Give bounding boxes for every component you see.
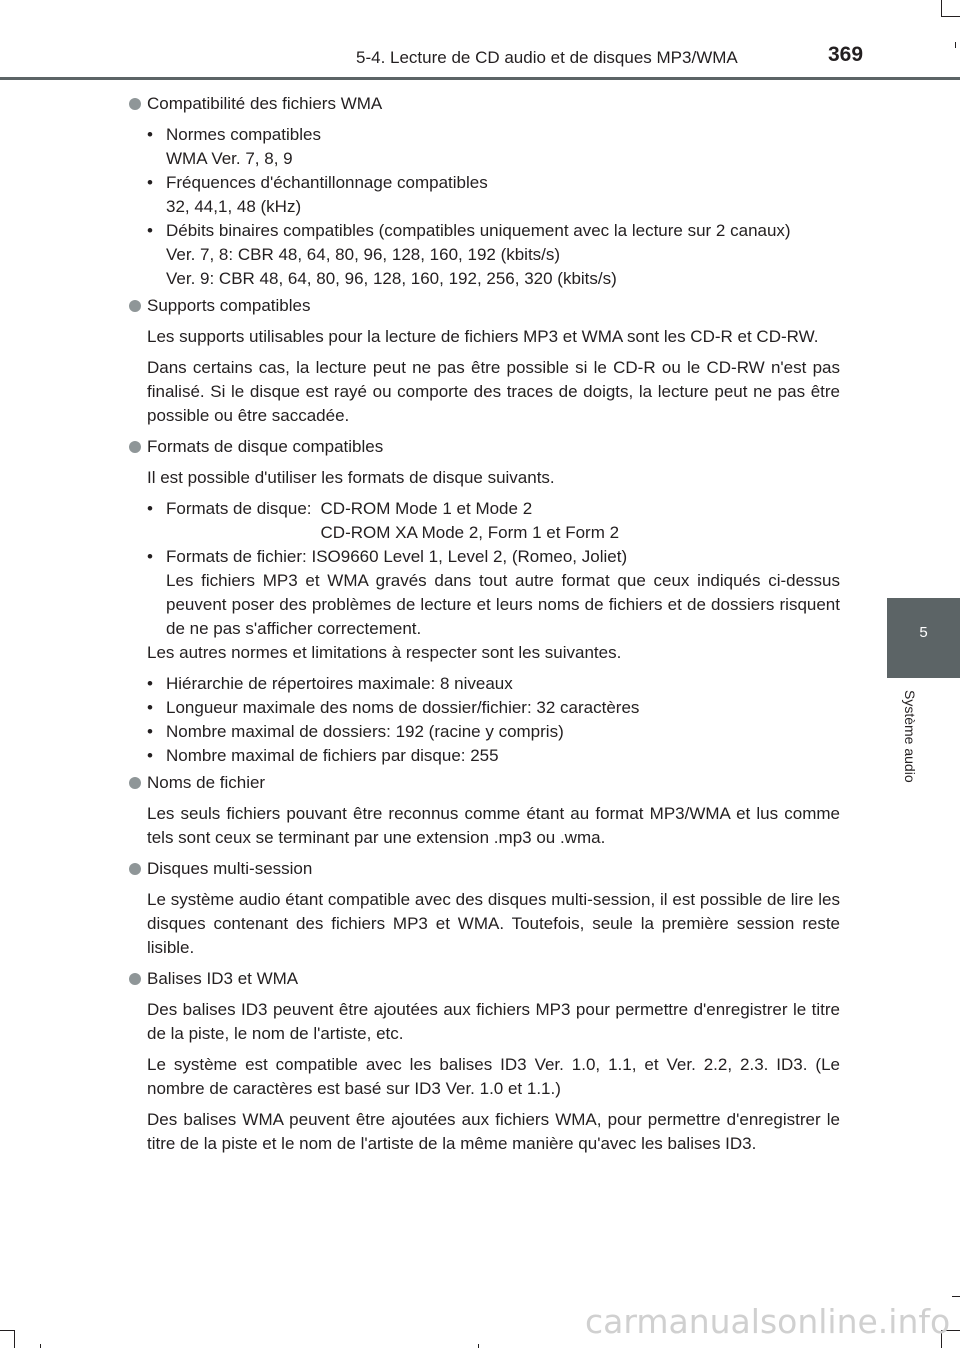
list-bullet-icon: • [147,547,153,566]
list-bullet-icon: • [147,125,153,144]
chapter-tab [887,598,960,678]
list-bullet-icon: • [147,221,153,240]
section-heading: Supports compatibles [128,294,840,318]
crop-mark-top-right-tick [955,42,956,48]
bullet-dot-icon [129,441,141,453]
header-rule [0,77,960,80]
paragraph: Des balises WMA peuvent être ajoutées aux fichiers WMA, pour permettre d'enregistrer le titre de la piste et le nom de l'artiste de la même manière qu'avec les balises ID3. [147,1110,840,1153]
watermark-text: carmanualsonline.info [585,1302,951,1341]
section-wma-compatibility [128,92,840,291]
crop-mark-top-right-v [941,0,942,16]
crop-mark-top-right-h [941,16,960,17]
bullet-dot-icon [129,973,141,985]
paragraph: Les autres normes et limitations à respecter sont les suivantes. [147,643,622,662]
section-supported-media [128,294,840,428]
paragraph: Des balises ID3 peuvent être ajoutées aux fichiers MP3 pour permettre d'enregistrer le titre de la piste, le nom de l'artiste, etc. [147,1000,840,1043]
section-heading: Disques multi-session [128,857,840,881]
list-item: • Fréquences d'échantillonnage compatibles 32, 44,1, 48 (kHz) [147,173,488,216]
bullet-dot-icon [129,98,141,110]
section-file-names [128,771,840,850]
disc-format-label: Formats de disque: [166,499,312,518]
crop-mark-bottom-tick-1 [40,1344,41,1348]
page-content [128,92,840,1163]
list-bullet-icon: • [147,674,153,693]
spec-list [147,123,840,291]
list-item: • Formats de fichier: ISO9660 Level 1, Level 2, (Romeo, Joliet) Les fichiers MP3 et WMA gravés dans tout autre format que ceux indiqués ci-dessus peuvent poser des problèmes de lecture et leurs noms de fichiers et de dossiers risquent de ne pas s'afficher correctement. [147,547,840,638]
paragraph: Le système est compatible avec les balises ID3 Ver. 1.0, 1.1, et Ver. 2.2, 2.3. ID3. (Le nombre de caractères est basé sur ID3 Ver. 1.0 et 1.1.) [147,1055,840,1098]
list-bullet-icon: • [147,746,153,765]
list-item: • Normes compatibles WMA Ver. 7, 8, 9 [147,125,321,168]
paragraph: Dans certains cas, la lecture peut ne pas être possible si le CD-R ou le CD-RW n'est pas finalisé. Si le disque est rayé ou comporte des traces de doigts, la lecture peut ne pas être possible ou être saccadée. [147,358,840,425]
crop-mark-bottom-left-h [0,1330,14,1331]
page-number: 369 [828,43,864,66]
list-bullet-icon: • [147,499,153,518]
crop-mark-right-tick [952,1296,960,1297]
paragraph: Il est possible d'utiliser les formats de disque suivants. [147,468,555,487]
limits-list [147,672,840,768]
list-item: • Longueur maximale des noms de dossier/fichier: 32 caractères [147,696,840,720]
bullet-dot-icon [129,300,141,312]
bullet-dot-icon [129,863,141,875]
list-item: • Nombre maximal de dossiers: 192 (racine y compris) [147,720,840,744]
running-header-title: 5-4. Lecture de CD audio et de disques MP3/WMA [356,48,738,67]
section-heading: Compatibilité des fichiers WMA [128,92,840,116]
bullet-dot-icon [129,777,141,789]
crop-mark-bottom-left-v [14,1330,15,1348]
list-bullet-icon: • [147,722,153,741]
paragraph: Les seuls fichiers pouvant être reconnus comme étant au format MP3/WMA et lus comme tels sont ceux se terminant par une extension .mp3 ou .wma. [147,804,840,847]
disc-format-row [166,497,840,545]
section-disc-formats [128,435,840,768]
section-heading: Noms de fichier [128,771,840,795]
section-multisession [128,857,840,960]
crop-mark-bottom-tick-2 [478,1344,479,1348]
list-item: • Nombre maximal de fichiers par disque: 255 [147,744,840,768]
section-heading: Formats de disque compatibles [128,435,840,459]
list-item: • Débits binaires compatibles (compatibles uniquement avec la lecture sur 2 canaux) Ver. 7, 8: CBR 48, 64, 80, 96, 128, 160, 192 (kbits/s) Ver. 9: CBR 48, 64, 80, 96, 128, 160, 192, 256, 320 (kbits/s) [147,221,791,288]
list-bullet-icon: • [147,698,153,717]
chapter-label: Système audio [902,690,918,783]
chapter-number: 5 [919,624,928,641]
section-id3-wma-tags [128,967,840,1156]
paragraph: Le système audio étant compatible avec des disques multi-session, il est possible de lire les disques contenant des fichiers MP3 et WMA. Toutefois, seule la première session reste lisible. [147,890,840,957]
section-heading: Balises ID3 et WMA [128,967,840,991]
paragraph: Les supports utilisables pour la lecture de fichiers MP3 et WMA sont les CD-R et CD-RW. [147,327,819,346]
list-item: • Hiérarchie de répertoires maximale: 8 niveaux [147,672,840,696]
list-item [147,497,840,545]
disc-format-values: CD-ROM Mode 1 et Mode 2 CD-ROM XA Mode 2, Form 1 et Form 2 [320,499,620,542]
list-bullet-icon: • [147,173,153,192]
format-list [147,497,840,641]
